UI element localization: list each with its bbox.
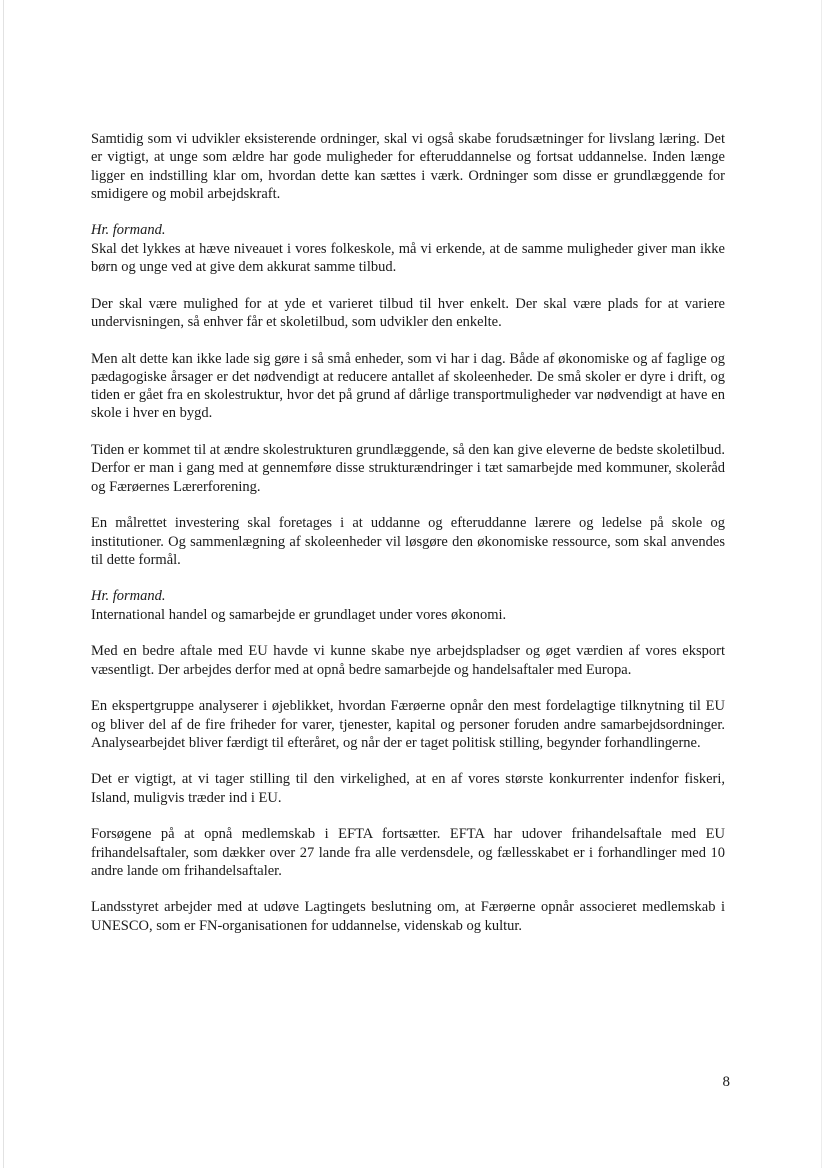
paragraph-text: Skal det lykkes at hæve niveauet i vores folkeskole, må vi erkende, at de samme muligheder giver man ikke børn og unge ved at give dem akkurat samme tilbud. xyxy=(91,240,725,276)
paragraph-text: En målrettet investering skal foretages i at uddanne og efteruddanne lærere og ledelse på skole og institutioner. Og sammenlægning af skoleenheder vil løsgøre den økonomiske ressource, som skal anvendes til dette formål. xyxy=(91,515,725,568)
paragraph-unesco xyxy=(91,898,725,935)
paragraph-text: Tiden er kommet til at ændre skolestrukturen grundlæggende, så den kan give eleverne de bedste skoletilbud. Derfor er man i gang med at gennemføre disse strukturændringer i tæt samarbejde med kommuner, skoleråd og Færøernes Lærerforening. xyxy=(91,442,725,495)
paragraph-text: Det er vigtigt, at vi tager stilling til den virkelighed, at en af vores største konkurrenter indenfor fiskeri, Island, muligvis træder ind i EU. xyxy=(91,771,725,806)
paragraph-school-structure xyxy=(91,441,725,496)
speaker-address: Hr. formand. xyxy=(91,588,166,605)
paragraph-school-units xyxy=(91,350,725,423)
paragraph-text: Men alt dette kan ikke lade sig gøre i så små enheder, som vi har i dag. Både af økonomiske og af faglige og pædagogiske årsager er det nødvendigt at reducere antallet af skoleenheder. De små skoler er dyre i drift, og tiden er gået fra en skolestruktur, hvor det på grund af dårlige transportmuligheder var nødvendigt at have en skole i hver en bygd. xyxy=(91,350,725,422)
paragraph-teacher-investment xyxy=(91,514,725,569)
paragraph-text: Forsøgene på at opnå medlemskab i EFTA fortsætter. EFTA har udover frihandelsaftale med EU frihandelsaftaler, som dækker over 27 lande fra alle verdensdele, og fællesskabet er i forhandlinger med 10 andre lande om frihandelsaftaler. xyxy=(91,826,725,879)
paragraph-folkeskole xyxy=(91,221,725,276)
paragraph-text: En ekspertgruppe analyserer i øjeblikket, hvordan Færøerne opnår den mest fordelagtige tilknytning til EU og bliver del af de fire friheder for varer, tjenester, kapital og personer foruden andre samarbejdsordninger. Analysearbejdet bliver færdigt til efteråret, og når der er taget politisk stilling, begynder forhandlingerne. xyxy=(91,698,725,751)
paragraph-iceland xyxy=(91,770,725,807)
paragraph-efta xyxy=(91,825,725,880)
paragraph-varied-offer xyxy=(91,295,725,332)
paragraph-text: International handel og samarbejde er grundlaget under vores økonomi. xyxy=(91,606,507,623)
document-body xyxy=(91,130,725,953)
paragraph-text: Landsstyret arbejder med at udøve Lagtingets beslutning om, at Færøerne opnår associeret medlemskab i UNESCO, som er FN-organisationen for uddannelse, videnskab og kultur. xyxy=(91,899,725,934)
page-left-edge xyxy=(3,0,4,1168)
page-number: 8 xyxy=(722,1074,730,1090)
paragraph-eu-agreement xyxy=(91,642,725,679)
paragraph-text: Samtidig som vi udvikler eksisterende ordninger, skal vi også skabe forudsætninger for livslang læring. Det er vigtigt, at unge som ældre har gode muligheder for efteruddannelse og fortsat uddannelse. Inden længe ligger en indstilling klar om, hvordan dette kan sættes i værk. Ordninger som disse er grundlæggende for smidigere og mobil arbejdskraft. xyxy=(91,131,725,202)
paragraph-lifelong-learning xyxy=(91,130,725,203)
speaker-address: Hr. formand. xyxy=(91,222,166,239)
paragraph-expert-group xyxy=(91,697,725,752)
page-right-edge xyxy=(821,0,822,1168)
paragraph-text: Med en bedre aftale med EU havde vi kunne skabe nye arbejdspladser og øget værdien af vores eksport væsentligt. Der arbejdes derfor med at opnå bedre samarbejde og handelsaftaler med Europa. xyxy=(91,643,725,678)
paragraph-text: Der skal være mulighed for at yde et varieret tilbud til hver enkelt. Der skal være plads for at variere undervisningen, så enhver får et skoletilbud, som udvikler den enkelte. xyxy=(91,295,725,330)
paragraph-international-trade xyxy=(91,587,725,624)
